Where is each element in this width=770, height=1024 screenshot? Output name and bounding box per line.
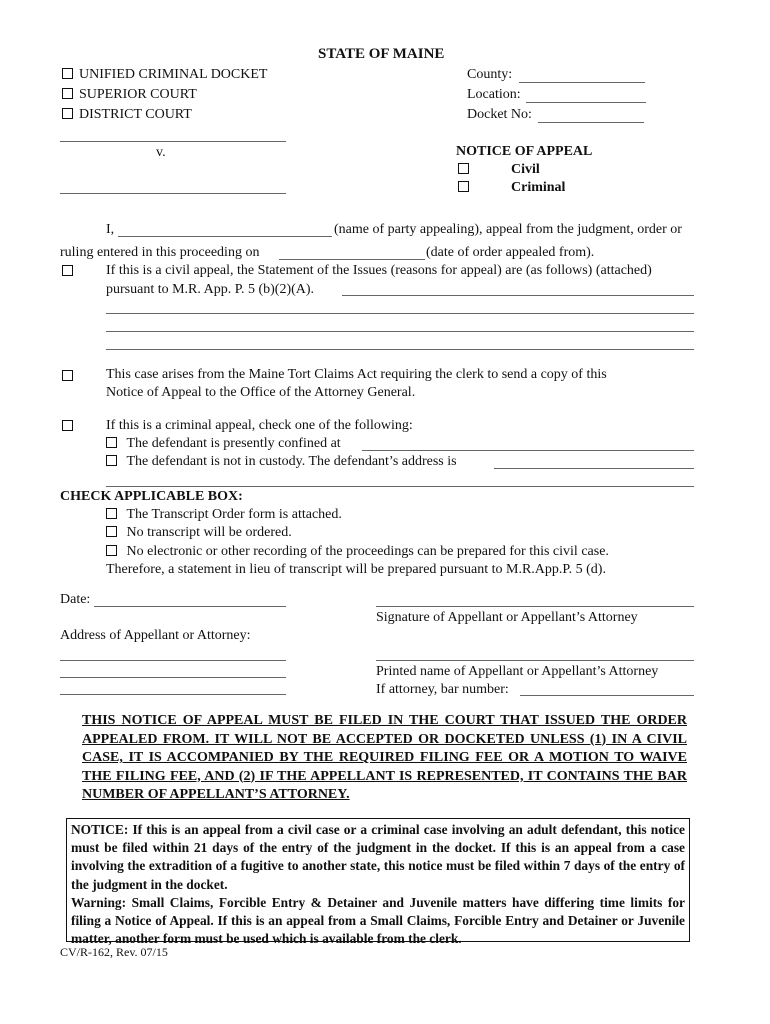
order-date-field[interactable]	[279, 259, 425, 260]
issues-field[interactable]	[106, 349, 694, 350]
defendant-address-field[interactable]	[494, 468, 694, 469]
checkbox-icon[interactable]	[62, 68, 73, 79]
confined-label: The defendant is presently confined at	[126, 436, 341, 451]
confined-option[interactable]	[106, 436, 341, 452]
issues-field[interactable]	[342, 295, 694, 296]
warning-paragraph: Warning: Small Claims, Forcible Entry & Detainer and Juvenile matters have differing time limits for filing a Notice of Appeal. If this is an appeal from a Small Claims, Forcible Entry and Detainer or Juvenile matter, another form must be used which is available from the clerk.	[71, 894, 685, 947]
checkbox-icon[interactable]	[62, 265, 73, 276]
notice-paragraph: NOTICE: If this is an appeal from a civil case or a criminal case involving an adult defendant, this notice must be filed within 21 days of the entry of the judgment in the docket. If this is an appeal from a case involving the extradition of a fugitive to another state, this notice must be filed within 7 days of the entry of the judgment in the docket.	[71, 822, 685, 892]
court-option-label: UNIFIED CRIMINAL DOCKET	[79, 67, 268, 82]
confinement-location-field[interactable]	[362, 450, 694, 451]
location-field[interactable]	[526, 102, 646, 103]
checkbox-icon[interactable]	[62, 88, 73, 99]
checkbox-icon[interactable]	[62, 420, 73, 431]
date-label: Date:	[60, 592, 91, 607]
state-title: STATE OF MAINE	[318, 46, 445, 62]
docket-label: Docket No:	[467, 107, 532, 122]
criminal-appeal-text: If this is a criminal appeal, check one of the following:	[106, 418, 413, 433]
issues-field[interactable]	[106, 313, 694, 314]
appeal-type-civil[interactable]	[458, 162, 540, 178]
form-id: CV/R-162, Rev. 07/15	[60, 945, 168, 959]
criminal-appeal-checkbox[interactable]	[62, 419, 73, 435]
signature-label: Signature of Appellant or Appellant’s Attorney	[376, 610, 638, 625]
plaintiff-field[interactable]	[60, 141, 286, 142]
issues-field[interactable]	[106, 331, 694, 332]
versus-text: v.	[156, 145, 166, 160]
signature-field[interactable]	[376, 606, 694, 607]
statement-in-lieu-text: Therefore, a statement in lieu of transcript will be prepared pursuant to M.R.App.P. 5 (d).	[106, 562, 606, 577]
check-applicable-title: CHECK APPLICABLE BOX:	[60, 489, 243, 504]
transcript-attached-label: The Transcript Order form is attached.	[126, 507, 342, 522]
appeal-type-criminal[interactable]	[458, 180, 565, 196]
appeal-type-label: Civil	[511, 162, 540, 177]
court-option-superior[interactable]	[62, 87, 197, 103]
county-field[interactable]	[519, 82, 645, 83]
checkbox-icon[interactable]	[106, 437, 117, 448]
court-option-label: DISTRICT COURT	[79, 107, 192, 122]
address-field[interactable]	[60, 677, 286, 678]
checkbox-icon[interactable]	[106, 455, 117, 466]
party-name-field[interactable]	[118, 236, 332, 237]
appeal-type-label: Criminal	[511, 180, 566, 195]
date-field[interactable]	[94, 606, 286, 607]
printed-name-field[interactable]	[376, 660, 694, 661]
printed-name-label: Printed name of Appellant or Appellant’s Attorney	[376, 664, 659, 679]
notice-box	[66, 818, 690, 947]
address-field[interactable]	[60, 694, 286, 695]
not-in-custody-label: The defendant is not in custody. The defendant’s address is	[126, 454, 457, 469]
civil-appeal-checkbox[interactable]	[62, 264, 73, 280]
transcript-attached-option[interactable]	[106, 507, 342, 523]
checkbox-icon[interactable]	[106, 508, 117, 519]
court-option-unified-criminal[interactable]	[62, 67, 267, 83]
checkbox-icon[interactable]	[458, 181, 469, 192]
no-transcript-option[interactable]	[106, 525, 292, 541]
not-in-custody-option[interactable]	[106, 454, 457, 470]
docket-field[interactable]	[538, 122, 644, 123]
filing-warning: THIS NOTICE OF APPEAL MUST BE FILED IN THE COURT THAT ISSUED THE ORDER APPEALED FROM. IT WILL NOT BE ACCEPTED OR DOCKETED UNLESS (1) IN A CIVIL CASE, IT IS ACCOMPANIED BY THE REQUIRED FILING FEE OR A MOTION TO WAIVE THE FILING FEE, AND (2) IF THE APPELLANT IS REPRESENTED, IT CONTAINS THE BAR NUMBER OF APPELLANT’S ATTORNEY.	[82, 713, 687, 802]
bar-number-label: If attorney, bar number:	[376, 682, 509, 697]
defendant-address-field[interactable]	[106, 486, 694, 487]
checkbox-icon[interactable]	[106, 526, 117, 537]
defendant-field[interactable]	[60, 193, 286, 194]
checkbox-icon[interactable]	[62, 370, 73, 381]
no-transcript-label: No transcript will be ordered.	[126, 525, 292, 540]
ruling-suffix: (date of order appealed from).	[426, 245, 595, 260]
address-field[interactable]	[60, 660, 286, 661]
bar-number-field[interactable]	[520, 695, 694, 696]
civil-appeal-text: If this is a civil appeal, the Statement of the Issues (reasons for appeal) are (as follows) (attached)	[106, 263, 652, 278]
tort-claims-checkbox[interactable]	[62, 369, 73, 385]
checkbox-icon[interactable]	[62, 108, 73, 119]
tort-claims-text: This case arises from the Maine Tort Claims Act requiring the clerk to send a copy of this	[106, 367, 607, 382]
no-recording-label: No electronic or other recording of the proceedings can be prepared for this civil case.	[126, 544, 609, 559]
court-option-district[interactable]	[62, 107, 192, 123]
appeal-prefix: I,	[106, 222, 115, 237]
court-option-label: SUPERIOR COURT	[79, 87, 197, 102]
tort-claims-text-2: Notice of Appeal to the Office of the Attorney General.	[106, 385, 416, 400]
location-label: Location:	[467, 87, 521, 102]
checkbox-icon[interactable]	[106, 545, 117, 556]
ruling-prefix: ruling entered in this proceeding on	[60, 245, 260, 260]
notice-of-appeal-title: NOTICE OF APPEAL	[456, 144, 593, 159]
civil-appeal-text-2: pursuant to M.R. App. P. 5 (b)(2)(A).	[106, 282, 315, 297]
address-label: Address of Appellant or Attorney:	[60, 628, 251, 643]
checkbox-icon[interactable]	[458, 163, 469, 174]
county-label: County:	[467, 67, 513, 82]
appeal-suffix: (name of party appealing), appeal from the judgment, order or	[334, 222, 682, 237]
no-recording-option[interactable]	[106, 544, 609, 560]
